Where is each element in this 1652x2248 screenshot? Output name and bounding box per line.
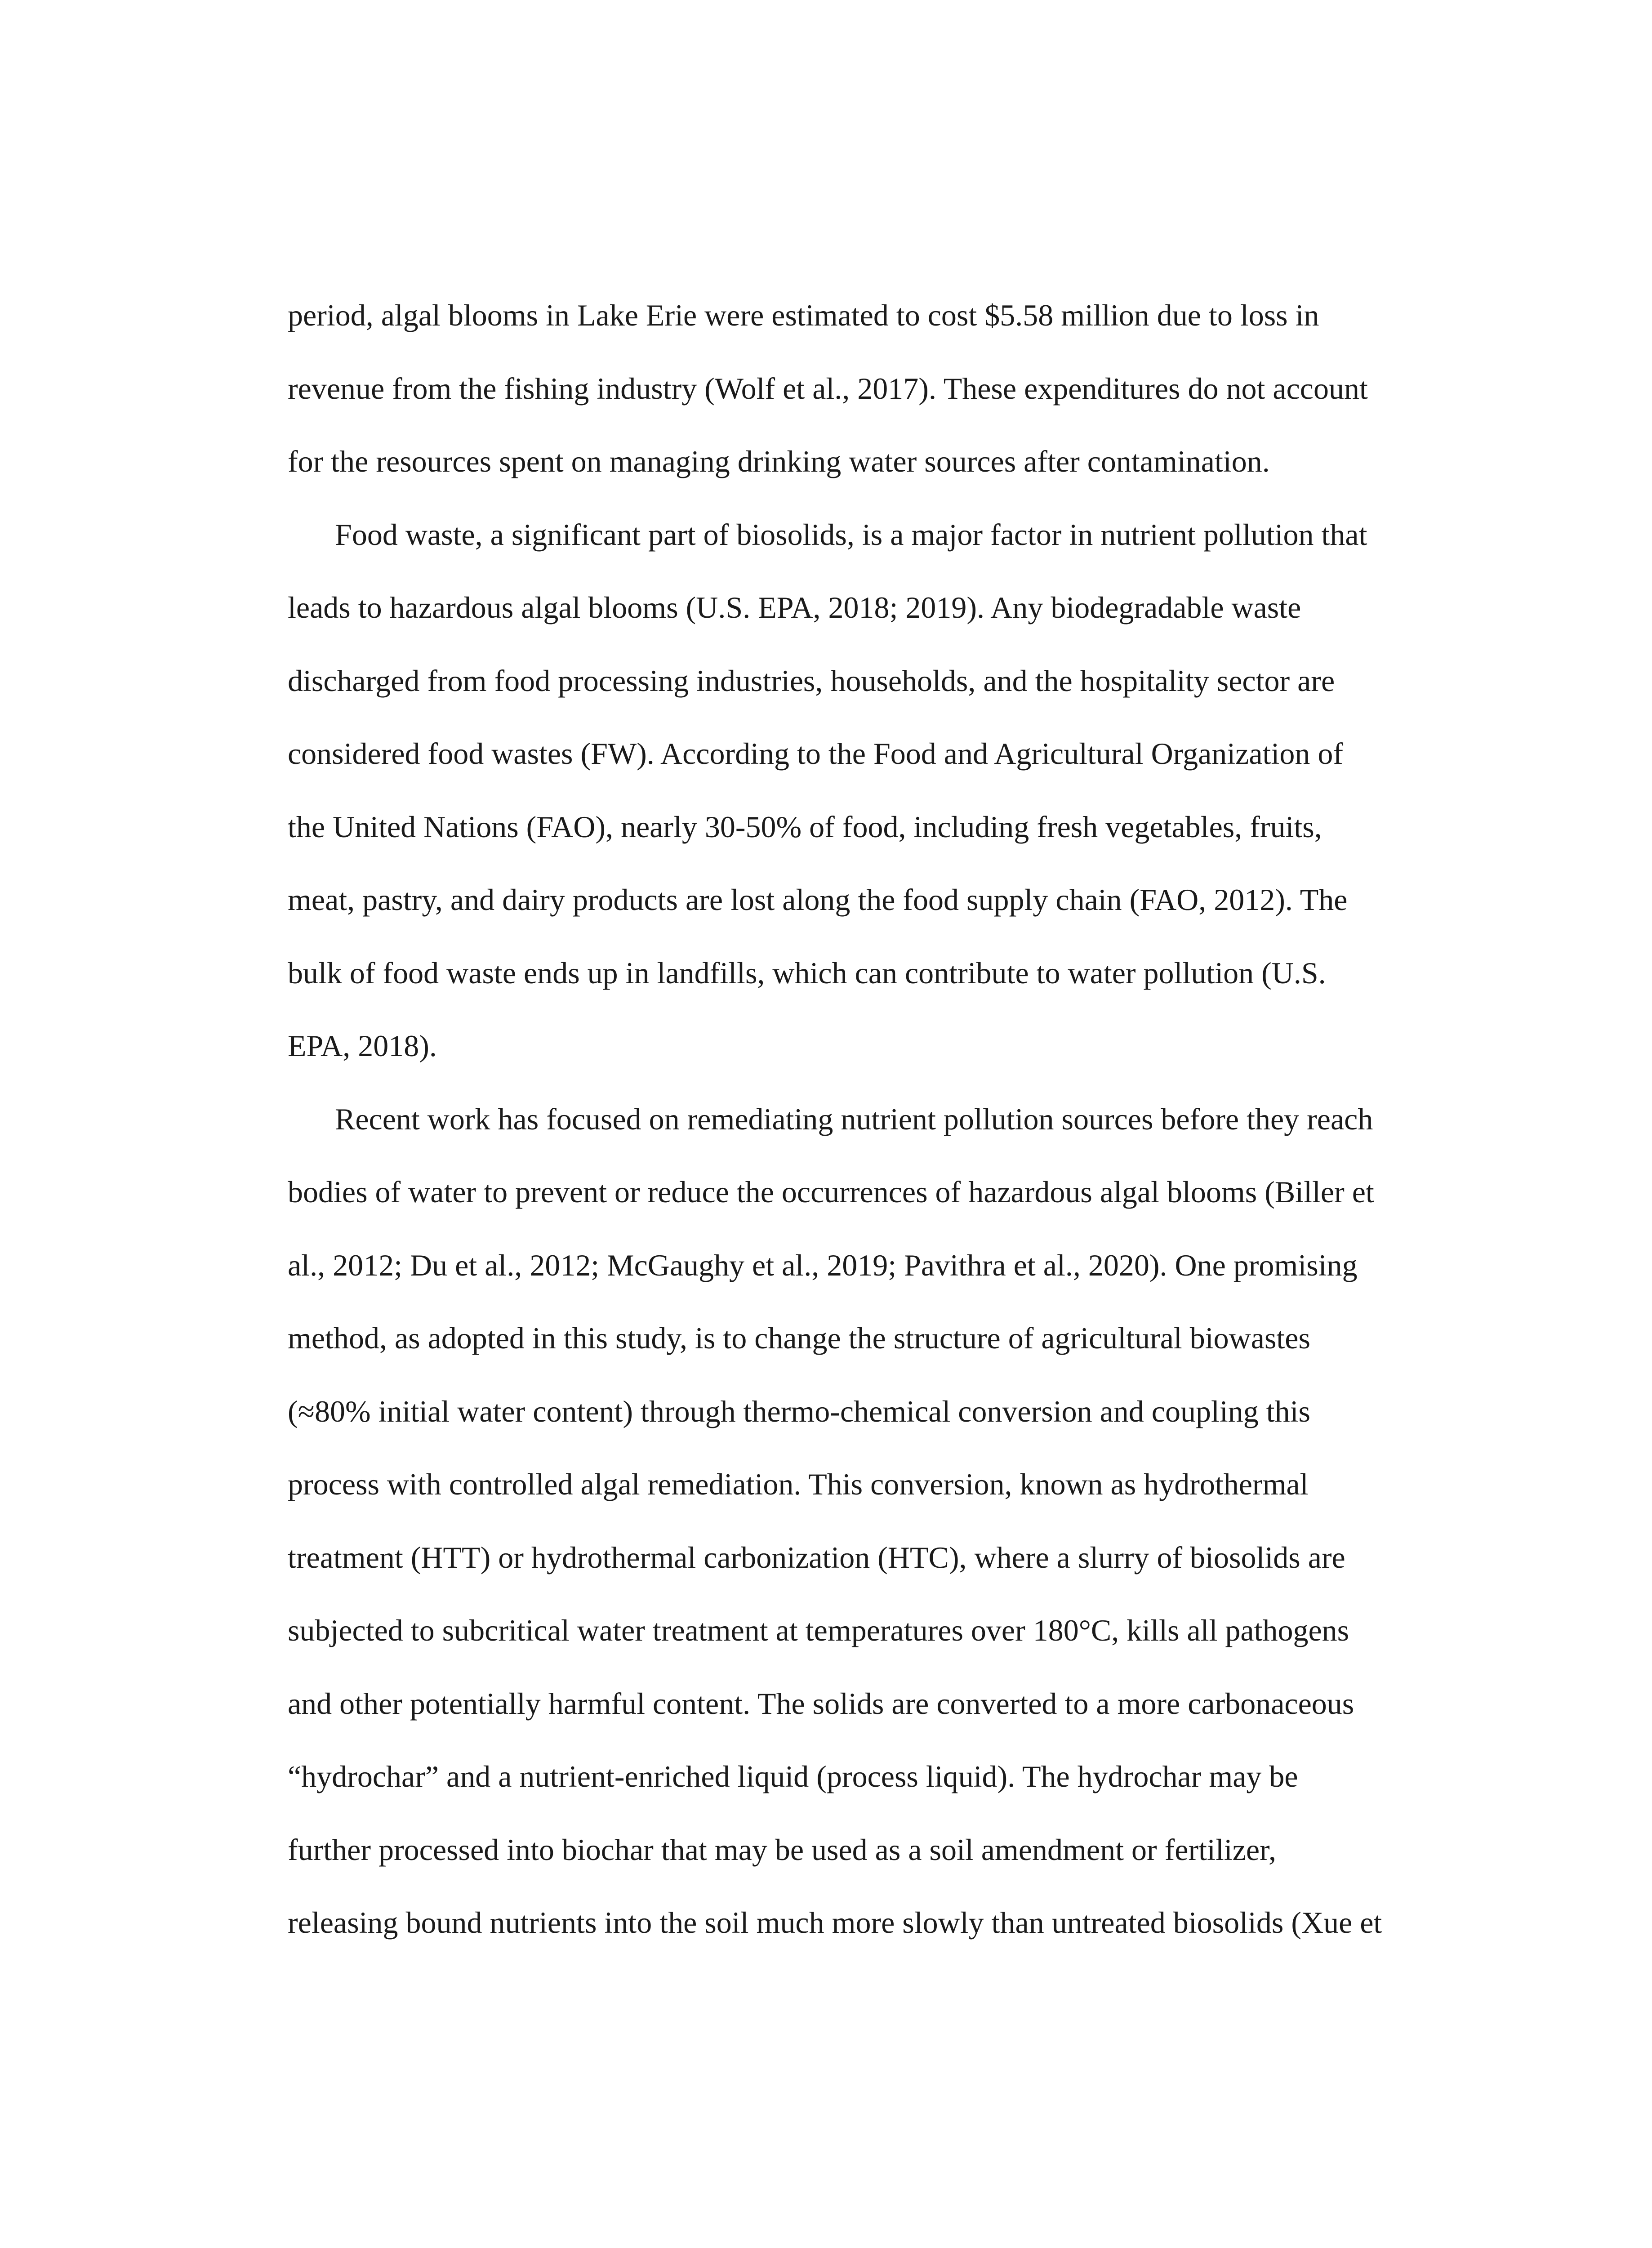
text-line: leads to hazardous algal blooms (U.S. EPA, 2018; 2019). Any biodegradable waste — [288, 590, 1301, 624]
text-line: subjected to subcritical water treatment at temperatures over 180°C, kills all pathogens — [288, 1613, 1349, 1647]
text-line: for the resources spent on managing drinking water sources after contamination. — [288, 444, 1270, 478]
text-line: revenue from the fishing industry (Wolf et al., 2017). These expenditures do not account — [288, 371, 1368, 406]
text-line: further processed into biochar that may be used as a soil amendment or fertilizer, — [288, 1832, 1276, 1867]
text-line: treatment (HTT) or hydrothermal carbonization (HTC), where a slurry of biosolids are — [288, 1540, 1345, 1574]
text-line: the United Nations (FAO), nearly 30-50% of food, including fresh vegetables, fruits, — [288, 809, 1322, 844]
body-text — [288, 279, 1438, 1959]
text-line: al., 2012; Du et al., 2012; McGaughy et al., 2019; Pavithra et al., 2020). One promising — [288, 1248, 1358, 1282]
paragraph-start-line: Recent work has focused on remediating nutrient pollution sources before they reach — [335, 1102, 1373, 1136]
text-line: (≈80% initial water content) through thermo-chemical conversion and coupling this — [288, 1394, 1311, 1428]
text-line: and other potentially harmful content. The solids are converted to a more carbonaceous — [288, 1686, 1354, 1721]
text-line: meat, pastry, and dairy products are lost along the food supply chain (FAO, 2012). The — [288, 883, 1348, 917]
text-line: bulk of food waste ends up in landfills, which can contribute to water pollution (U.S. — [288, 955, 1326, 990]
text-line: EPA, 2018). — [288, 1029, 437, 1063]
text-line: considered food wastes (FW). According to the Food and Agricultural Organization of — [288, 736, 1343, 771]
text-line: method, as adopted in this study, is to change the structure of agricultural biowastes — [288, 1321, 1310, 1355]
text-line: bodies of water to prevent or reduce the occurrences of hazardous algal blooms (Biller et — [288, 1175, 1374, 1209]
text-line: process with controlled algal remediation. This conversion, known as hydrothermal — [288, 1467, 1309, 1501]
text-line: discharged from food processing industries, households, and the hospitality sector are — [288, 663, 1335, 698]
text-line: “hydrochar” and a nutrient-enriched liquid (process liquid). The hydrochar may be — [288, 1759, 1298, 1793]
text-line: releasing bound nutrients into the soil much more slowly than untreated biosolids (Xue et — [288, 1905, 1382, 1940]
text-line: period, algal blooms in Lake Erie were estimated to cost $5.58 million due to loss in — [288, 298, 1319, 332]
paragraph-start-line: Food waste, a significant part of biosolids, is a major factor in nutrient pollution that — [335, 517, 1367, 552]
